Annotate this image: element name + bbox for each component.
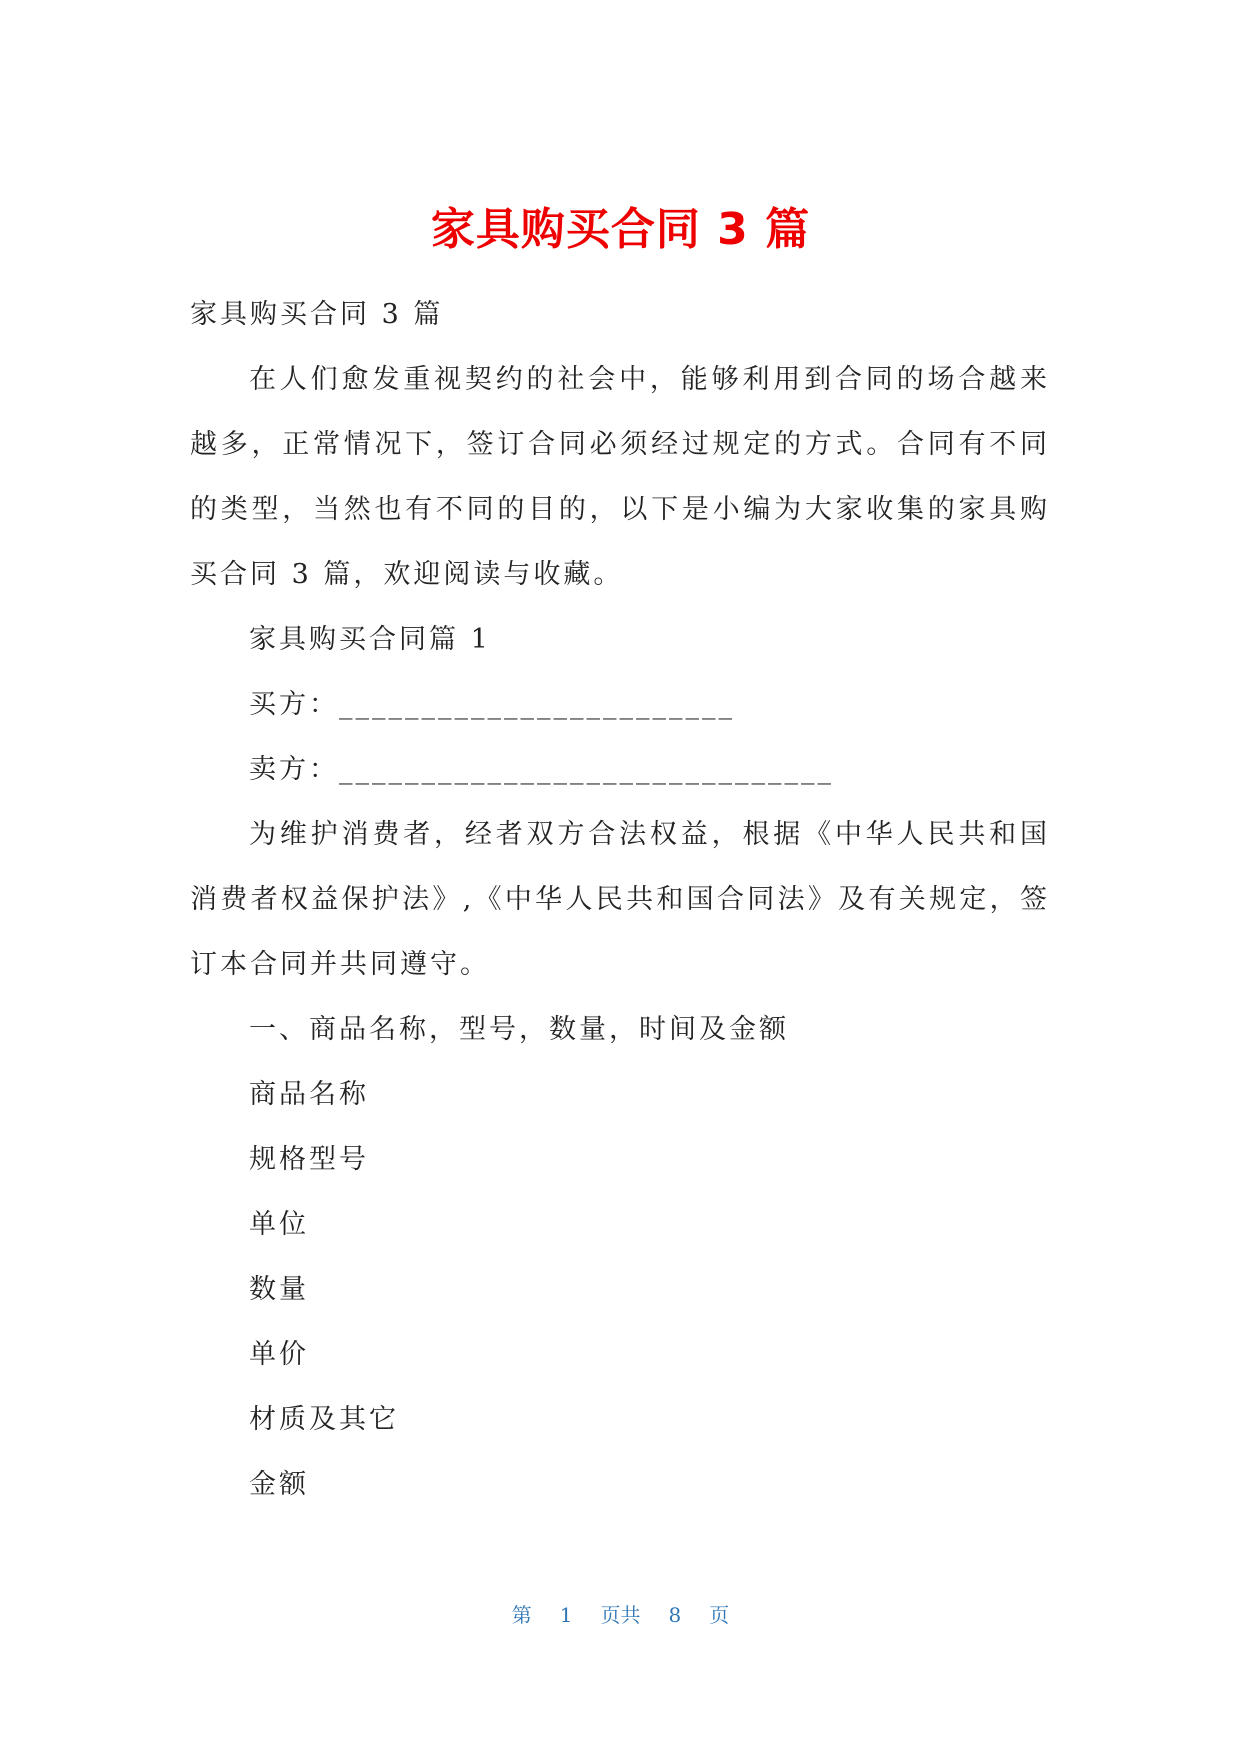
page-label-end: 页: [709, 1603, 730, 1627]
page-label-mid: 页共: [600, 1603, 641, 1627]
page-number-footer: [0, 1600, 1241, 1630]
seller-line: 卖方：______________________________: [249, 754, 834, 785]
list-item: 材质及其它: [249, 1404, 399, 1435]
page-label-start: 第: [511, 1603, 532, 1627]
list-item: 规格型号: [249, 1144, 369, 1175]
clause-heading: 一、商品名称，型号，数量，时间及金额: [249, 1014, 789, 1045]
list-item: 单价: [249, 1339, 309, 1370]
section-heading: 家具购买合同篇 1: [249, 624, 491, 655]
document-body: [190, 282, 1050, 1517]
document-title: 家具购买合同 3 篇: [430, 204, 811, 255]
subtitle-line: 家具购买合同 3 篇: [190, 299, 444, 330]
current-page-number: 1: [559, 1603, 573, 1627]
list-item: 数量: [249, 1274, 309, 1305]
preamble-paragraph: 为维护消费者，经者双方合法权益，根据《中华人民共和国消费者权益保护法》,《中华人民共和国合同法》及有关规定，签订本合同并共同遵守。: [190, 819, 1050, 980]
intro-paragraph: 在人们愈发重视契约的社会中，能够利用到合同的场合越来越多，正常情况下，签订合同必须经过规定的方式。合同有不同的类型，当然也有不同的目的，以下是小编为大家收集的家具购买合同 3 篇，欢迎阅读与收藏。: [190, 364, 1050, 590]
list-item: 单位: [249, 1209, 309, 1240]
list-item: 商品名称: [249, 1079, 369, 1110]
total-page-number: 8: [668, 1603, 682, 1627]
buyer-line: 买方：________________________: [249, 689, 735, 720]
list-item: 金额: [249, 1469, 309, 1500]
